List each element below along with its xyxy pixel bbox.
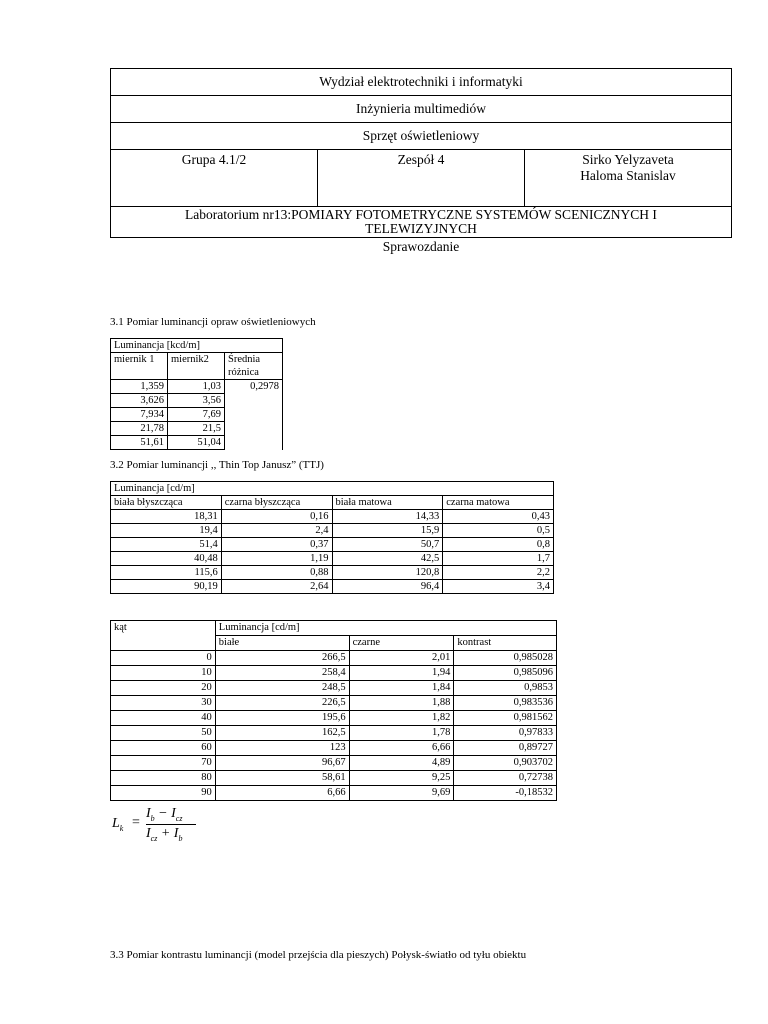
table-cell: 2,4 <box>221 524 332 538</box>
t31-avg-diff: 0,2978 <box>225 380 283 450</box>
table-cell: 58,61 <box>215 771 349 786</box>
table-cell: 60 <box>111 741 216 756</box>
table-cell: 1,78 <box>349 726 454 741</box>
table-cell: 1,19 <box>221 552 332 566</box>
table-row <box>111 711 557 726</box>
formula-denominator: $I_{cz} + I_b$ <box>146 826 183 843</box>
table-cell: 40,48 <box>111 552 222 566</box>
table-cell: 1,82 <box>349 711 454 726</box>
tk-header-contrast: kontrast <box>454 636 557 651</box>
table-cell: 0,89727 <box>454 741 557 756</box>
table-row <box>111 510 554 524</box>
table-cell: 50,7 <box>332 538 443 552</box>
table-cell: 1,94 <box>349 666 454 681</box>
table-cell: 90,19 <box>111 580 222 594</box>
section-33-heading: 3.3 Pomiar kontrastu luminancji (model przejścia dla pieszych) Połysk-światło od tyłu obiektu <box>110 949 527 961</box>
table-cell: 0,9853 <box>454 681 557 696</box>
lab-title-cell <box>111 207 732 238</box>
table-row <box>111 552 554 566</box>
course-cell: Inżynieria multimediów <box>111 96 732 123</box>
table-row <box>111 741 557 756</box>
table-cell: 0,37 <box>221 538 332 552</box>
subject-cell: Sprzęt oświetleniowy <box>111 123 732 150</box>
table-cell: 0,983536 <box>454 696 557 711</box>
table-cell: 40 <box>111 711 216 726</box>
t32-header-black-gloss: czarna błyszcząca <box>221 496 332 510</box>
t32-title: Luminancja [cd/m] <box>111 482 554 496</box>
luminance-fixtures-table <box>110 338 283 450</box>
tk-header-angle: kąt <box>111 621 216 651</box>
table-cell: 50 <box>111 726 216 741</box>
table-cell: 21,78 <box>111 422 168 436</box>
table-cell: 42,5 <box>332 552 443 566</box>
angle-contrast-table <box>110 620 557 801</box>
authors-cell <box>525 150 732 207</box>
tk-header-white: białe <box>215 636 349 651</box>
formula-equals: = <box>132 815 140 830</box>
table-cell: 14,33 <box>332 510 443 524</box>
table-cell: 2,64 <box>221 580 332 594</box>
table-cell: 7,934 <box>111 408 168 422</box>
table-cell: 4,89 <box>349 756 454 771</box>
t31-header-avg <box>225 353 283 380</box>
table-cell: 51,61 <box>111 436 168 450</box>
table-cell: 2,01 <box>349 651 454 666</box>
table-row <box>111 538 554 552</box>
table-row <box>111 681 557 696</box>
table-cell: 10 <box>111 666 216 681</box>
table-row <box>111 756 557 771</box>
table-row <box>111 666 557 681</box>
table-cell: 6,66 <box>349 741 454 756</box>
group-cell: Grupa 4.1/2 <box>111 150 318 207</box>
table-cell: 18,31 <box>111 510 222 524</box>
contrast-formula <box>110 804 200 844</box>
formula-numerator: $I_b - I_{cz}$ <box>146 806 183 823</box>
table-cell: 9,69 <box>349 786 454 801</box>
table-cell: 3,626 <box>111 394 168 408</box>
table-cell: 115,6 <box>111 566 222 580</box>
table-row <box>111 771 557 786</box>
table-cell: 1,88 <box>349 696 454 711</box>
table-cell: 0,8 <box>443 538 554 552</box>
table-cell: 90 <box>111 786 216 801</box>
faculty-cell: Wydział elektrotechniki i informatyki <box>111 69 732 96</box>
lab-title-line2: TELEWIZYJNYCH <box>365 221 477 236</box>
table-cell: 120,8 <box>332 566 443 580</box>
table-cell: 258,4 <box>215 666 349 681</box>
table-cell: 6,66 <box>215 786 349 801</box>
table-cell: 7,69 <box>168 408 225 422</box>
section-31-heading: 3.1 Pomiar luminancji opraw oświetleniowych <box>110 316 316 328</box>
t32-header-white-matte: biała matowa <box>332 496 443 510</box>
table-cell: 3,4 <box>443 580 554 594</box>
formula-fraction-bar <box>146 824 196 825</box>
table-cell: 0 <box>111 651 216 666</box>
table-cell: 0,72738 <box>454 771 557 786</box>
table-cell: 20 <box>111 681 216 696</box>
table-row <box>111 566 554 580</box>
table-cell: 3,56 <box>168 394 225 408</box>
table-cell: 162,5 <box>215 726 349 741</box>
table-cell: 1,7 <box>443 552 554 566</box>
table-cell: -0,18532 <box>454 786 557 801</box>
table-cell: 248,5 <box>215 681 349 696</box>
table-cell: 123 <box>215 741 349 756</box>
table-cell: 15,9 <box>332 524 443 538</box>
table-cell: 1,03 <box>168 380 225 394</box>
table-cell: 0,16 <box>221 510 332 524</box>
table-cell: 0,985028 <box>454 651 557 666</box>
table-cell: 266,5 <box>215 651 349 666</box>
table-cell: 19,4 <box>111 524 222 538</box>
section-32-heading: 3.2 Pomiar luminancji ,, Thin Top Janusz” (TTJ) <box>110 459 324 471</box>
table-cell: 0,43 <box>443 510 554 524</box>
table-cell: 0,97833 <box>454 726 557 741</box>
table-row <box>111 651 557 666</box>
table-row <box>111 726 557 741</box>
t31-header-avg-line2: różnica <box>228 367 259 378</box>
t32-header-white-gloss: biała błyszcząca <box>111 496 222 510</box>
table-cell: 0,985096 <box>454 666 557 681</box>
author-2: Haloma Stanislav <box>580 168 676 183</box>
header-table <box>110 68 732 238</box>
lab-title-line1: Laboratorium nr13:POMIARY FOTOMETRYCZNE SYSTEMÓW SCENICZNYCH I <box>185 207 657 222</box>
table-cell: 96,67 <box>215 756 349 771</box>
t31-header-meter2: miernik2 <box>168 353 225 380</box>
t31-header-meter1: miernik 1 <box>111 353 168 380</box>
table-cell: 21,5 <box>168 422 225 436</box>
table-row <box>111 380 283 394</box>
table-cell: 0,88 <box>221 566 332 580</box>
tk-header-luminance: Luminancja [cd/m] <box>215 621 556 636</box>
table-cell: 0,903702 <box>454 756 557 771</box>
table-cell: 0,5 <box>443 524 554 538</box>
table-cell: 2,2 <box>443 566 554 580</box>
table-cell: 1,84 <box>349 681 454 696</box>
table-cell: 195,6 <box>215 711 349 726</box>
table-cell: 0,981562 <box>454 711 557 726</box>
t32-header-black-matte: czarna matowa <box>443 496 554 510</box>
t31-header-avg-line1: Średnia <box>228 354 261 365</box>
table-row <box>111 696 557 711</box>
table-row <box>111 786 557 801</box>
table-row <box>111 580 554 594</box>
tk-header-black: czarne <box>349 636 454 651</box>
table-cell: 30 <box>111 696 216 711</box>
formula-lhs: $L_k$ <box>112 816 124 833</box>
team-cell: Zespół 4 <box>318 150 525 207</box>
table-cell: 9,25 <box>349 771 454 786</box>
table-cell: 1,359 <box>111 380 168 394</box>
table-cell: 96,4 <box>332 580 443 594</box>
t31-title: Luminancja [kcd/m] <box>111 339 283 353</box>
table-row <box>111 524 554 538</box>
ttj-luminance-table <box>110 481 554 594</box>
table-cell: 51,4 <box>111 538 222 552</box>
table-cell: 80 <box>111 771 216 786</box>
author-1: Sirko Yelyzaveta <box>582 152 674 167</box>
report-title: Sprawozdanie <box>382 239 460 254</box>
table-cell: 51,04 <box>168 436 225 450</box>
table-cell: 70 <box>111 756 216 771</box>
table-cell: 226,5 <box>215 696 349 711</box>
